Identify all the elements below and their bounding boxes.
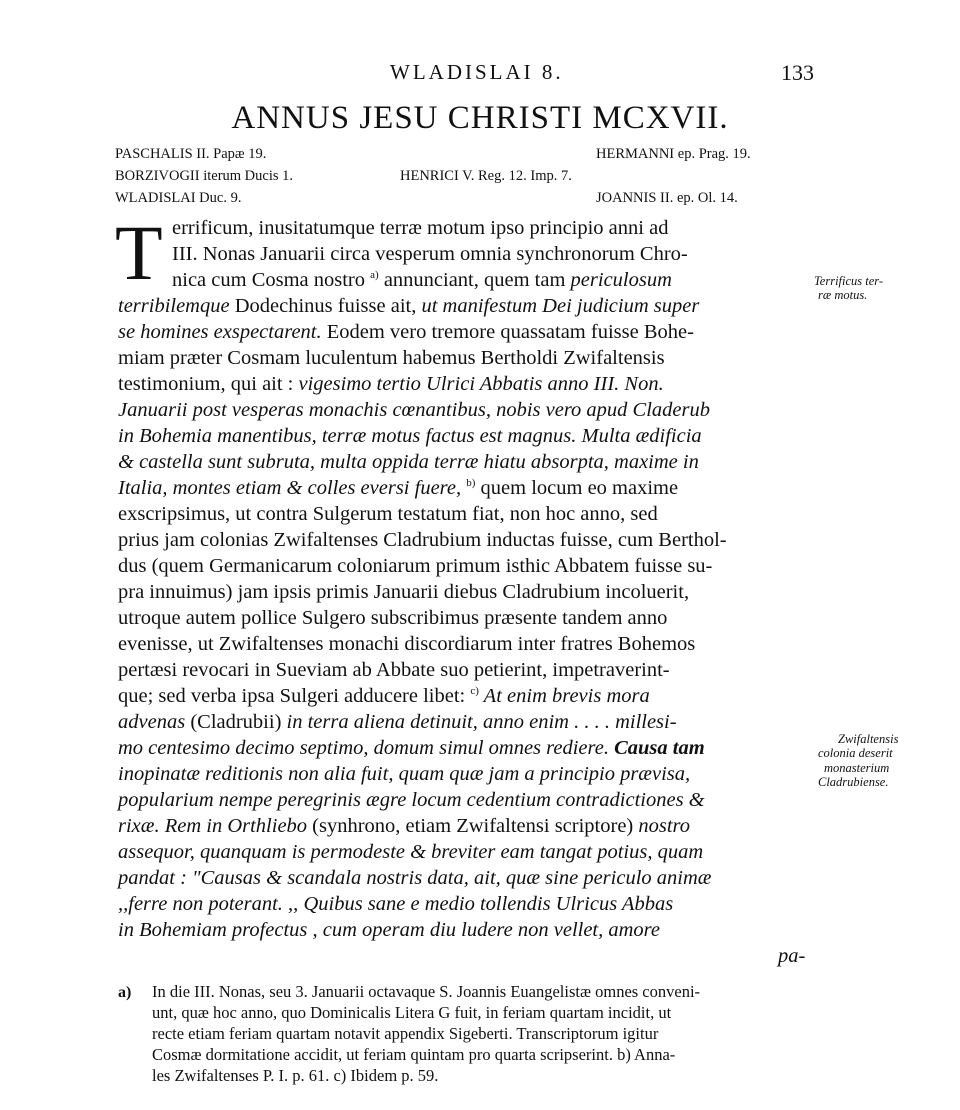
text-line: prius jam colonias Zwifaltenses Cladrubium inductas fuisse, cum Berthol- <box>118 529 727 551</box>
text-line: pra innuimus) jam ipsis primis Januarii diebus Cladrubium incoluerit, <box>118 581 690 603</box>
footnote-mark: a) <box>118 984 132 1001</box>
drop-cap: T <box>115 209 163 296</box>
text-line: & castella sunt subruta, multa oppida terræ hiatu absorpta, maxime in <box>118 451 699 473</box>
text-line: pertæsi revocari in Sueviam ab Abbate suo petierint, impetraverint- <box>118 659 670 681</box>
text-line: advenas (Cladrubii) in terra aliena detinuit, anno enim . . . . millesi- <box>118 711 677 733</box>
text-line: rixæ. Rem in Orthliebo (synhrono, etiam Zwifaltensi scriptore) nostro <box>118 815 691 837</box>
text-line: mo centesimo decimo septimo, domum simul omnes rediere. Causa tam <box>118 737 705 759</box>
text-line: assequor, quanquam is permodeste & breviter eam tangat potius, quam <box>118 841 704 863</box>
footnote-line: unt, quæ hoc anno, quo Dominicalis Litera G fuit, in feriam quartam incidit, ut <box>152 1003 672 1022</box>
text-line: testimonium, qui ait : vigesimo tertio Ulrici Abbatis anno III. Non. <box>118 373 664 395</box>
text-line: Italia, montes etiam & colles eversi fuere, $^{b)}$ quem locum eo maxime <box>118 477 679 499</box>
margin-note-colony: Zwifaltensis colonia deserit monasterium Cladrubiense. <box>818 732 899 790</box>
text-line: que; sed verba ipsa Sulgeri adducere libet: $^{c)}$ At enim brevis mora <box>118 685 650 707</box>
text-line: in Bohemiam profectus , cum operam diu ludere non vellet, amore <box>118 919 661 941</box>
margin-note-earthquake: Terrificus ter- ræ motus. <box>814 274 884 303</box>
calendar-right-2: JOANNIS II. ep. Ol. 14. <box>596 190 738 206</box>
text-line: pandat : "Causas & scandala nostris data, ait, quæ sine periculo animæ <box>118 867 712 889</box>
calendar-left-2: BORZIVOGII iterum Ducis 1. <box>115 168 294 184</box>
text-line: inopinatæ reditionis non alia fuit, quam quæ jam a principio prævisa, <box>118 763 691 785</box>
calendar-right-1: HERMANNI ep. Prag. 19. <box>596 146 751 162</box>
page-number: 133 <box>781 60 814 85</box>
calendar-left-1: PASCHALIS II. Papæ 19. <box>115 146 267 162</box>
text-line: utroque autem pollice Sulgero subscribimus præsente tandem anno <box>118 607 668 629</box>
text-line: evenisse, ut Zwifaltenses monachi discordiarum inter fratres Bohemos <box>118 633 696 655</box>
text-line: terribilemque Dodechinus fuisse ait, ut manifestum Dei judicium super <box>118 295 700 317</box>
text-line: in Bohemia manentibus, terræ motus factus est magnus. Multa ædificia <box>118 425 702 447</box>
text-line: nica cum Cosma nostro $^{a)}$ annunciant, quem tam periculosum <box>172 269 672 291</box>
text-line: exscripsimus, ut contra Sulgerum testatum fiat, non hoc anno, sed <box>118 503 658 525</box>
text-line: popularium nempe peregrinis ægre locum cedentium contradictiones & <box>118 789 705 811</box>
year-title: ANNUS JESU CHRISTI MCXVII. <box>231 100 729 136</box>
footnote-line: Cosmæ dormitatione accidit, ut feriam quintam pro quarta scripserint. b) Anna- <box>152 1045 676 1064</box>
calendar-center: HENRICI V. Reg. 12. Imp. 7. <box>400 168 572 184</box>
text-line: se homines exspectarent. Eodem vero tremore quassatam fuisse Bohe- <box>118 321 694 343</box>
running-head: WLADISLAI 8. <box>390 60 564 84</box>
footnote-line: les Zwifaltenses P. I. p. 61. c) Ibidem p. 59. <box>152 1066 439 1085</box>
text-line: dus (quem Germanicarum coloniarum primum isthic Abbatem fuisse su- <box>118 555 713 577</box>
text-line: ,,ferre non poterant. ,, Quibus sane e medio tollendis Ulricus Abbas <box>118 893 674 915</box>
text-line: Januarii post vesperas monachis cœnantibus, nobis vero apud Claderub <box>118 399 710 421</box>
text-line: III. Nonas Januarii circa vesperum omnia synchronorum Chro- <box>172 243 688 265</box>
calendar-left-3: WLADISLAI Duc. 9. <box>115 190 242 206</box>
text-line: miam præter Cosmam luculentum habemus Bertholdi Zwifaltensis <box>118 347 665 369</box>
footnote-line: In die III. Nonas, seu 3. Januarii octavaque S. Joannis Euangelistæ omnes conveni- <box>152 982 701 1001</box>
catchword: pa- <box>778 945 806 967</box>
text-line: errificum, inusitatumque terræ motum ipso principio anni ad <box>172 217 669 239</box>
footnote-line: recte etiam feriam quartam notavit appendix Sigeberti. Transcriptorum igitur <box>152 1024 659 1043</box>
